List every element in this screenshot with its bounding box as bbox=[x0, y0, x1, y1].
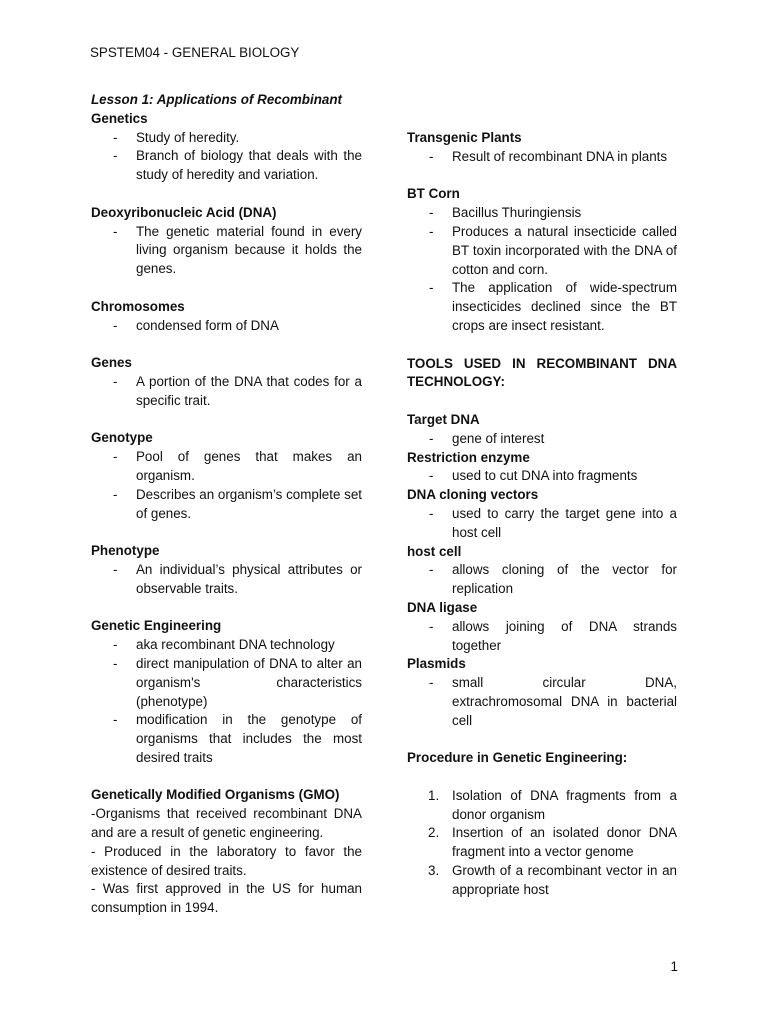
list-item: - allows joining of DNA strands together bbox=[407, 618, 677, 656]
list-item: - Study of heredity. bbox=[91, 129, 362, 148]
list-item: - used to carry the target gene into a host cell bbox=[407, 505, 677, 543]
section-title-gmo: Genetically Modified Organisms (GMO) bbox=[91, 787, 340, 803]
list-item: - condensed form of DNA bbox=[91, 317, 362, 336]
dna-ligase-list bbox=[407, 618, 677, 656]
genes-list bbox=[91, 373, 362, 411]
genetics-list bbox=[91, 129, 362, 185]
restriction-enzyme-list bbox=[407, 467, 677, 486]
section-title-chromosomes: Chromosomes bbox=[91, 298, 185, 314]
target-dna-list bbox=[407, 430, 677, 449]
gmo-paragraph: -Organisms that received recombinant DNA and are a result of genetic engineering. bbox=[91, 806, 362, 841]
step-number: 2. bbox=[428, 825, 440, 841]
list-item bbox=[407, 787, 677, 825]
list-item: - Branch of biology that deals with the study of heredity and variation. bbox=[91, 147, 362, 185]
list-item: - aka recombinant DNA technology bbox=[91, 636, 362, 655]
host-cell-list bbox=[407, 561, 677, 599]
section-title-genotype: Genotype bbox=[91, 430, 153, 446]
list-item: - The application of wide-spectrum insecticides declined since the BT crops are insect resistant. bbox=[407, 279, 677, 335]
list-item: - allows cloning of the vector for replication bbox=[407, 561, 677, 599]
phenotype-list bbox=[91, 561, 362, 599]
step-number: 3. bbox=[428, 863, 440, 879]
list-item: - direct manipulation of DNA to alter an organism's characteristics (phenotype) bbox=[91, 655, 362, 711]
list-item: - Bacillus Thuringiensis bbox=[407, 204, 677, 223]
list-item: - modification in the genotype of organisms that includes the most desired traits bbox=[91, 711, 362, 767]
section-title-cloning-vectors: DNA cloning vectors bbox=[407, 487, 539, 503]
gmo-paragraph: - Produced in the laboratory to favor the existence of desired traits. bbox=[91, 843, 362, 878]
tools-heading: TOOLS USED IN RECOMBINANT DNA TECHNOLOGY: bbox=[407, 355, 677, 390]
right-column bbox=[407, 129, 677, 900]
list-item: - Pool of genes that makes an organism. bbox=[91, 448, 362, 486]
list-item: - A portion of the DNA that codes for a specific trait. bbox=[91, 373, 362, 411]
section-title-genetic-engineering: Genetic Engineering bbox=[91, 618, 222, 634]
list-item: - The genetic material found in every living organism because it holds the genes. bbox=[91, 223, 362, 279]
procedure-list bbox=[407, 787, 677, 900]
section-title-phenotype: Phenotype bbox=[91, 543, 160, 559]
genotype-list bbox=[91, 448, 362, 523]
list-item: - Produces a natural insecticide called BT toxin incorporated with the DNA of cotton and corn. bbox=[407, 223, 677, 279]
step-text: Insertion of an isolated donor DNA fragment into a vector genome bbox=[452, 825, 677, 860]
document-header: SPSTEM04 - GENERAL BIOLOGY bbox=[90, 45, 300, 60]
section-title-genetics: Genetics bbox=[91, 110, 148, 126]
list-item bbox=[407, 824, 677, 862]
step-text: Growth of a recombinant vector in an appropriate host bbox=[452, 863, 677, 897]
step-text: Isolation of DNA fragments from a donor organism bbox=[452, 787, 677, 822]
page-number: 1 bbox=[670, 959, 678, 974]
section-title-dna-ligase: DNA ligase bbox=[407, 599, 478, 615]
step-number: 1. bbox=[428, 787, 440, 803]
transgenic-list bbox=[407, 148, 677, 167]
section-title-transgenic: Transgenic Plants bbox=[407, 130, 522, 145]
bt-corn-list bbox=[407, 204, 677, 336]
list-item bbox=[407, 862, 677, 900]
section-title-plasmids: Plasmids bbox=[407, 656, 466, 672]
list-item: - used to cut DNA into fragments bbox=[407, 467, 677, 486]
section-title-host-cell: host cell bbox=[407, 543, 462, 559]
list-item: - gene of interest bbox=[407, 430, 677, 449]
chromosomes-list bbox=[91, 317, 362, 336]
section-title-procedure: Procedure in Genetic Engineering: bbox=[407, 750, 628, 766]
genetic-engineering-list bbox=[91, 636, 362, 768]
lesson-title: Lesson 1: Applications of Recombinant bbox=[91, 92, 342, 107]
cloning-vectors-list bbox=[407, 505, 677, 543]
plasmids-list bbox=[407, 674, 677, 730]
list-item: - Describes an organism’s complete set of genes. bbox=[91, 486, 362, 524]
left-column bbox=[91, 91, 362, 918]
list-item: - An individual’s physical attributes or observable traits. bbox=[91, 561, 362, 599]
list-item: - Result of recombinant DNA in plants bbox=[407, 148, 677, 167]
section-title-bt-corn: BT Corn bbox=[407, 186, 460, 202]
dna-list bbox=[91, 223, 362, 279]
section-title-genes: Genes bbox=[91, 355, 132, 371]
section-title-dna: Deoxyribonucleic Acid (DNA) bbox=[91, 204, 277, 220]
list-item: - small circular DNA, extrachromosomal DNA in bacterial cell bbox=[407, 674, 677, 730]
section-title-restriction-enzyme: Restriction enzyme bbox=[407, 449, 530, 465]
section-title-target-dna: Target DNA bbox=[407, 411, 480, 427]
gmo-paragraph: - Was first approved in the US for human consumption in 1994. bbox=[91, 881, 362, 916]
